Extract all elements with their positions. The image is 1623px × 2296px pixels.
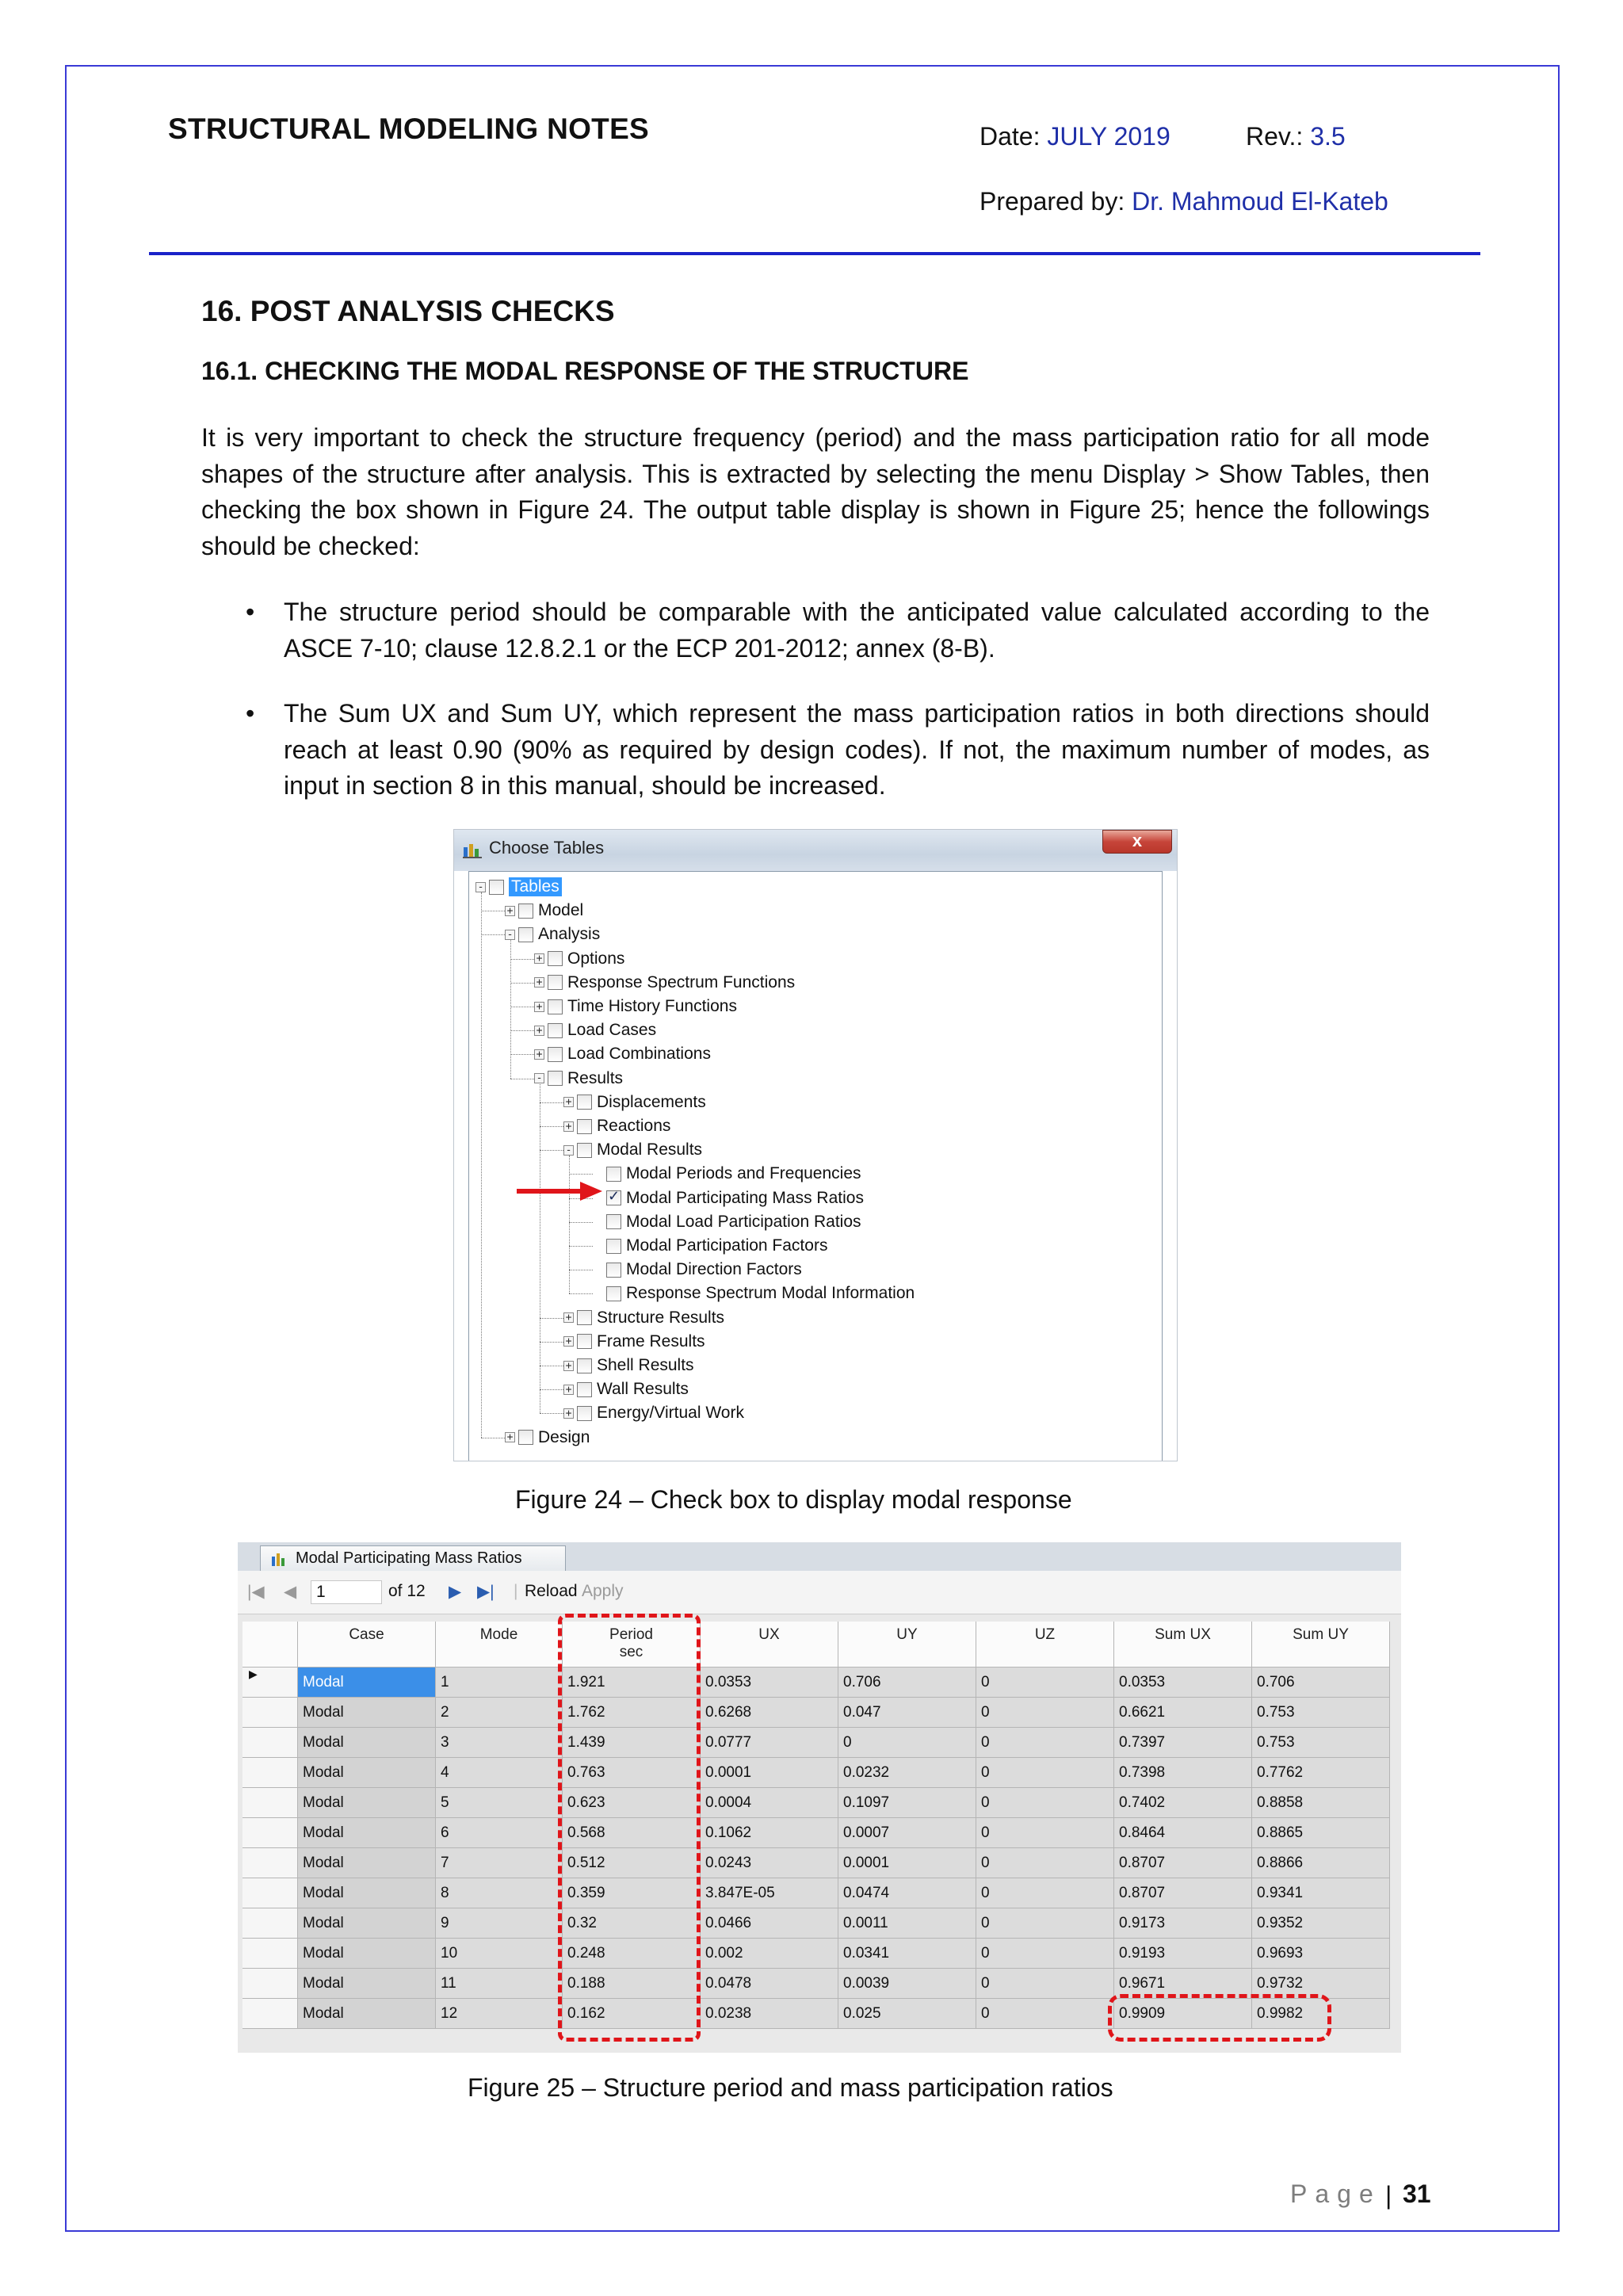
table-cell[interactable]: 0.7402: [1114, 1788, 1252, 1818]
tree-node-label: Modal Results: [597, 1140, 703, 1159]
column-header-label: Period: [609, 1626, 653, 1643]
table-cell[interactable]: 0.8865: [1252, 1818, 1390, 1848]
tree-connector: [481, 934, 505, 935]
tree-connector: [510, 1030, 534, 1031]
table-cell[interactable]: 0.706: [1252, 1668, 1390, 1698]
collapse-icon[interactable]: -: [475, 882, 486, 892]
row-header[interactable]: [242, 1999, 298, 2029]
tree-checkbox[interactable]: [606, 1167, 621, 1182]
table-tree: [468, 871, 1163, 1461]
tree-connector: [510, 959, 534, 960]
tree-connector: [540, 1413, 563, 1414]
column-header-label: Case: [349, 1626, 384, 1643]
table-cell[interactable]: 0.0341: [838, 1939, 976, 1969]
tree-checkbox[interactable]: [577, 1119, 592, 1134]
date-line: [980, 122, 1170, 151]
tree-checkbox[interactable]: [606, 1190, 621, 1205]
tree-checkbox[interactable]: [577, 1382, 592, 1397]
table-cell[interactable]: 8: [436, 1878, 563, 1908]
tree-connector: [510, 1054, 534, 1055]
tree-node-label: Shell Results: [597, 1356, 694, 1374]
expand-icon[interactable]: +: [534, 953, 544, 964]
table-cell[interactable]: 12: [436, 1999, 563, 2029]
sum-highlight-box: [1108, 1994, 1331, 2042]
first-page-icon[interactable]: |◀: [247, 1583, 265, 1601]
expand-icon[interactable]: +: [563, 1408, 574, 1419]
table-cell[interactable]: 0.753: [1252, 1698, 1390, 1728]
expand-icon[interactable]: +: [563, 1336, 574, 1347]
table-cell[interactable]: 0.0777: [701, 1728, 838, 1758]
tree-checkbox[interactable]: [577, 1095, 592, 1110]
row-header[interactable]: [242, 1758, 298, 1788]
expand-icon[interactable]: +: [534, 1002, 544, 1012]
table-cell[interactable]: 0.0039: [838, 1969, 976, 1999]
table-cell[interactable]: 0.7762: [1252, 1758, 1390, 1788]
tree-connector: [569, 1293, 593, 1294]
prepared-label: Prepared by:: [980, 187, 1125, 216]
table-cell[interactable]: Modal: [298, 1668, 436, 1698]
table-cell[interactable]: 0.568: [563, 1818, 701, 1848]
tree-node[interactable]: [563, 1379, 689, 1400]
table-cell[interactable]: 5: [436, 1788, 563, 1818]
column-header[interactable]: [1252, 1622, 1390, 1668]
table-app-icon: [462, 841, 483, 858]
expand-icon[interactable]: +: [563, 1097, 574, 1107]
column-header-label: Sum UX: [1155, 1626, 1211, 1643]
tree-node[interactable]: [534, 1044, 711, 1064]
table-cell[interactable]: 0.753: [1252, 1728, 1390, 1758]
dialog-titlebar: [454, 830, 1177, 871]
tree-node-label: Reactions: [597, 1117, 671, 1135]
tree-node-label: Structure Results: [597, 1308, 725, 1327]
table-cell[interactable]: 0: [976, 1788, 1114, 1818]
revision-line: [1246, 122, 1346, 151]
tree-node[interactable]: [593, 1259, 802, 1280]
table-cell[interactable]: 0.0243: [701, 1848, 838, 1878]
tree-node-label: Response Spectrum Modal Information: [626, 1284, 915, 1303]
page-label: Page: [1290, 2179, 1381, 2208]
table-cell[interactable]: 1.762: [563, 1698, 701, 1728]
table-cell[interactable]: 0.0232: [838, 1758, 976, 1788]
prepared-by-line: [980, 187, 1388, 216]
table-cell[interactable]: 0.0001: [838, 1848, 976, 1878]
tree-connector: [481, 892, 482, 1438]
tree-connector: [569, 1156, 570, 1293]
tree-checkbox[interactable]: [548, 975, 563, 990]
table-cell[interactable]: 0: [976, 1908, 1114, 1939]
tree-node-label: Results: [567, 1068, 624, 1087]
tree-connector: [540, 1126, 563, 1127]
table-cell[interactable]: Modal: [298, 1999, 436, 2029]
tree-checkbox[interactable]: [577, 1310, 592, 1325]
tree-node[interactable]: [593, 1188, 864, 1209]
grid-corner: [242, 1622, 298, 1668]
figure-25-caption: Figure 25 – Structure period and mass participation ratios: [468, 2073, 1113, 2102]
table-cell[interactable]: Modal: [298, 1698, 436, 1728]
row-header[interactable]: [242, 1878, 298, 1908]
tree-node-label: Options: [567, 949, 625, 968]
page-count: of 12: [388, 1582, 426, 1600]
table-cell[interactable]: 0.7398: [1114, 1758, 1252, 1788]
reload-button[interactable]: Reload: [525, 1582, 578, 1600]
choose-tables-dialog: [453, 829, 1178, 1461]
bullet-item: [247, 594, 1430, 667]
column-header-label: Mode: [479, 1626, 518, 1643]
tree-node[interactable]: [593, 1163, 861, 1184]
table-cell[interactable]: 0.9193: [1114, 1939, 1252, 1969]
tree-node[interactable]: [505, 1427, 590, 1448]
bullet-text: The Sum UX and Sum UY, which represent the mass participation ratios in both directions should reach at least 0.90 (90% as required by design codes). If not, the maximum number of modes, as input in section 8 in this manual, should be increased.: [284, 699, 1430, 800]
pointer-arrow-icon: [517, 1179, 604, 1203]
row-header[interactable]: [242, 1788, 298, 1818]
tree-node-label: Response Spectrum Functions: [567, 972, 796, 991]
tree-node[interactable]: [563, 1116, 670, 1137]
table-cell[interactable]: 0.7397: [1114, 1728, 1252, 1758]
column-header[interactable]: [298, 1622, 436, 1668]
tree-node[interactable]: [534, 1020, 656, 1041]
tree-checkbox[interactable]: [606, 1286, 621, 1301]
section-heading: 16. POST ANALYSIS CHECKS: [201, 295, 615, 327]
table-cell[interactable]: 0.0466: [701, 1908, 838, 1939]
tree-checkbox[interactable]: [489, 880, 504, 895]
table-cell[interactable]: 0.9693: [1252, 1939, 1390, 1969]
table-cell[interactable]: Modal: [298, 1758, 436, 1788]
table-cell[interactable]: Modal: [298, 1969, 436, 1999]
prepared-value: Dr. Mahmoud El-Kateb: [1132, 187, 1388, 216]
tree-checkbox[interactable]: [548, 999, 563, 1014]
table-cell[interactable]: 1: [436, 1668, 563, 1698]
tree-node-label: Load Cases: [567, 1021, 657, 1040]
tree-node[interactable]: [593, 1283, 915, 1304]
table-cell[interactable]: 0.9352: [1252, 1908, 1390, 1939]
bullet-dot-icon: •: [246, 598, 255, 626]
expand-icon[interactable]: +: [563, 1312, 574, 1323]
tree-checkbox[interactable]: [606, 1239, 621, 1254]
tree-node-label: Design: [538, 1427, 590, 1446]
tree-node-label: Model: [538, 901, 584, 920]
tree-node-label: Modal Participating Mass Ratios: [626, 1188, 864, 1207]
bullet-item: [247, 696, 1430, 804]
table-cell[interactable]: 0.188: [563, 1969, 701, 1999]
table-cell[interactable]: Modal: [298, 1878, 436, 1908]
table-cell[interactable]: 0.162: [563, 1999, 701, 2029]
tree-node[interactable]: [534, 972, 795, 993]
collapse-icon[interactable]: -: [505, 930, 515, 940]
table-cell[interactable]: 0.0011: [838, 1908, 976, 1939]
table-cell[interactable]: 0.8464: [1114, 1818, 1252, 1848]
table-cell[interactable]: Modal: [298, 1818, 436, 1848]
expand-icon[interactable]: +: [534, 1026, 544, 1036]
row-header[interactable]: [242, 1818, 298, 1848]
table-cell[interactable]: 0: [976, 1878, 1114, 1908]
expand-icon[interactable]: +: [563, 1361, 574, 1371]
table-cell[interactable]: 0.6268: [701, 1698, 838, 1728]
tree-connector: [540, 1102, 563, 1103]
table-tab-strip: [238, 1542, 1401, 1572]
table-app-icon: [270, 1551, 288, 1567]
table-cell[interactable]: 0.32: [563, 1908, 701, 1939]
apply-button[interactable]: Apply: [582, 1582, 624, 1600]
tree-node-label: Time History Functions: [567, 997, 737, 1015]
table-cell[interactable]: 0.0353: [1114, 1668, 1252, 1698]
tree-node[interactable]: [534, 949, 624, 969]
tree-checkbox[interactable]: [518, 904, 533, 919]
table-cell[interactable]: Modal: [298, 1848, 436, 1878]
table-cell[interactable]: 0: [976, 1969, 1114, 1999]
tree-connector: [540, 1342, 563, 1343]
table-cell[interactable]: 0: [976, 1668, 1114, 1698]
tree-checkbox[interactable]: [548, 1023, 563, 1038]
row-header[interactable]: [242, 1908, 298, 1939]
tab-label: Modal Participating Mass Ratios: [296, 1549, 522, 1567]
nav-separator: |: [514, 1582, 518, 1600]
bullet-text: The structure period should be comparable with the anticipated value calculated according to the ASCE 7-10; clause 12.8.2.1 or the ECP 201-2012; annex (8-B).: [284, 598, 1430, 663]
table-cell[interactable]: 0: [976, 1728, 1114, 1758]
table-cell[interactable]: 4: [436, 1758, 563, 1788]
tree-node-label: Modal Periods and Frequencies: [626, 1164, 861, 1183]
results-grid: [242, 1622, 1401, 2053]
table-cell[interactable]: Modal: [298, 1728, 436, 1758]
table-cell[interactable]: 0.9909: [1114, 1999, 1252, 2029]
table-cell[interactable]: Modal: [298, 1908, 436, 1939]
tree-node-label: Modal Participation Factors: [626, 1236, 828, 1255]
table-cell[interactable]: 0: [838, 1728, 976, 1758]
table-cell[interactable]: 1.921: [563, 1668, 701, 1698]
column-header-label: Sum UY: [1293, 1626, 1349, 1643]
row-header[interactable]: [242, 1728, 298, 1758]
expand-icon[interactable]: +: [563, 1121, 574, 1132]
table-cell[interactable]: 0.9982: [1252, 1999, 1390, 2029]
tree-connector: [510, 940, 511, 1078]
table-cell[interactable]: 0.248: [563, 1939, 701, 1969]
table-cell[interactable]: 10: [436, 1939, 563, 1969]
row-header[interactable]: ▶: [242, 1668, 298, 1698]
bullet-dot-icon: •: [246, 699, 255, 728]
tree-node-label: Tables: [509, 877, 562, 896]
table-cell[interactable]: 0.0353: [701, 1668, 838, 1698]
column-unit-label: sec: [619, 1644, 643, 1660]
column-header[interactable]: [976, 1622, 1114, 1668]
tree-checkbox[interactable]: [577, 1406, 592, 1421]
tree-node-label: Displacements: [597, 1092, 706, 1111]
tree-node-label: Analysis: [538, 925, 601, 944]
column-header[interactable]: [838, 1622, 976, 1668]
row-header[interactable]: [242, 1698, 298, 1728]
date-value: JULY 2019: [1047, 122, 1170, 151]
period-highlight-box: [558, 1614, 701, 2042]
tree-connector: [540, 1150, 563, 1151]
table-cell[interactable]: 0.0238: [701, 1999, 838, 2029]
table-cell[interactable]: 0: [976, 1698, 1114, 1728]
table-cell[interactable]: 0.623: [563, 1788, 701, 1818]
table-cell[interactable]: 0.1097: [838, 1788, 976, 1818]
tree-checkbox[interactable]: [548, 951, 563, 966]
next-page-icon[interactable]: ▶: [449, 1583, 462, 1601]
row-header[interactable]: [242, 1939, 298, 1969]
table-cell[interactable]: 6: [436, 1818, 563, 1848]
table-cell[interactable]: 0: [976, 1848, 1114, 1878]
tree-checkbox[interactable]: [577, 1143, 592, 1158]
table-cell[interactable]: 0.0474: [838, 1878, 976, 1908]
table-cell[interactable]: 0: [976, 1939, 1114, 1969]
tree-node[interactable]: [534, 996, 737, 1017]
table-cell[interactable]: 0.8707: [1114, 1878, 1252, 1908]
table-cell[interactable]: 0.8707: [1114, 1848, 1252, 1878]
tree-node-label: Wall Results: [597, 1380, 689, 1399]
header-divider: [149, 252, 1480, 255]
close-button[interactable]: x: [1102, 830, 1172, 854]
column-header-label: UY: [896, 1626, 918, 1643]
table-cell[interactable]: 7: [436, 1848, 563, 1878]
rev-value: 3.5: [1310, 122, 1346, 151]
tree-connector: [569, 1222, 593, 1223]
table-cell[interactable]: 0.002: [701, 1939, 838, 1969]
tree-checkbox[interactable]: [577, 1358, 592, 1373]
column-header-label: UX: [758, 1626, 780, 1643]
table-cell[interactable]: 0.9341: [1252, 1878, 1390, 1908]
tree-node[interactable]: [563, 1331, 705, 1352]
expand-icon[interactable]: +: [505, 906, 515, 916]
table-cell[interactable]: 0.8858: [1252, 1788, 1390, 1818]
tree-node[interactable]: [563, 1092, 706, 1113]
tree-connector: [569, 1246, 593, 1247]
table-cell[interactable]: 0.9173: [1114, 1908, 1252, 1939]
table-cell[interactable]: 0.0007: [838, 1818, 976, 1848]
table-cell[interactable]: Modal: [298, 1939, 436, 1969]
tree-node[interactable]: [475, 877, 562, 897]
last-page-icon[interactable]: ▶|: [477, 1583, 495, 1601]
table-cell[interactable]: 0.8866: [1252, 1848, 1390, 1878]
document-title: STRUCTURAL MODELING NOTES: [168, 113, 650, 145]
tree-node-label: Frame Results: [597, 1331, 705, 1350]
table-cell[interactable]: 0.6621: [1114, 1698, 1252, 1728]
dialog-title: Choose Tables: [489, 838, 605, 858]
table-cell[interactable]: 2: [436, 1698, 563, 1728]
collapse-icon[interactable]: -: [563, 1145, 574, 1156]
table-cell[interactable]: 0: [976, 1818, 1114, 1848]
tree-checkbox[interactable]: [606, 1214, 621, 1229]
table-cell[interactable]: 0.9671: [1114, 1969, 1252, 1999]
column-header-label: UZ: [1034, 1626, 1056, 1643]
figure-24-caption: Figure 24 – Check box to display modal response: [515, 1485, 1072, 1514]
tree-node-label: Load Combinations: [567, 1045, 711, 1064]
tree-connector: [540, 1389, 563, 1390]
subsection-heading: 16.1. CHECKING THE MODAL RESPONSE OF THE STRUCTURE: [201, 357, 969, 385]
expand-icon[interactable]: +: [505, 1432, 515, 1442]
tree-checkbox[interactable]: [606, 1263, 621, 1278]
tree-node[interactable]: [563, 1140, 702, 1160]
tree-checkbox[interactable]: [518, 927, 533, 942]
row-header[interactable]: [242, 1848, 298, 1878]
intro-paragraph: It is very important to check the structure frequency (period) and the mass participation ratio for all mode shapes of the structure after analysis. This is extracted by selecting the menu Display > Show Tables, then checking the box shown in Figure 24. The output table display is shown in Figure 25; hence the followings should be checked:: [201, 423, 1430, 560]
tree-node-label: Modal Load Participation Ratios: [626, 1212, 861, 1231]
row-header[interactable]: [242, 1969, 298, 1999]
collapse-icon[interactable]: -: [534, 1073, 544, 1083]
page-separator: |: [1385, 2181, 1392, 2210]
expand-icon[interactable]: +: [534, 977, 544, 988]
date-label: Date:: [980, 122, 1041, 151]
table-cell[interactable]: 0.1062: [701, 1818, 838, 1848]
tree-connector: [569, 1174, 593, 1175]
page-input[interactable]: 1: [311, 1580, 382, 1604]
tree-node[interactable]: [563, 1308, 724, 1328]
table-cell[interactable]: Modal: [298, 1788, 436, 1818]
tree-node[interactable]: [563, 1355, 694, 1376]
table-cell[interactable]: 0.706: [838, 1668, 976, 1698]
table-cell[interactable]: 1.439: [563, 1728, 701, 1758]
tree-node-label: Energy/Virtual Work: [597, 1404, 744, 1423]
table-navigator: [238, 1571, 1401, 1614]
table-cell[interactable]: 0.0001: [701, 1758, 838, 1788]
table-cell[interactable]: 0.512: [563, 1848, 701, 1878]
tree-checkbox[interactable]: [577, 1334, 592, 1349]
column-header[interactable]: [1114, 1622, 1252, 1668]
tree-node[interactable]: [505, 924, 600, 945]
tree-node-label: Modal Direction Factors: [626, 1260, 802, 1279]
tree-node[interactable]: [505, 900, 583, 921]
modal-mass-ratios-table: [238, 1542, 1401, 2053]
table-cell[interactable]: 9: [436, 1908, 563, 1939]
table-cell[interactable]: 0.047: [838, 1698, 976, 1728]
table-cell[interactable]: 0.359: [563, 1878, 701, 1908]
tree-node[interactable]: [563, 1403, 744, 1423]
table-cell[interactable]: 0: [976, 1758, 1114, 1788]
rev-label: Rev.:: [1246, 122, 1304, 151]
column-header[interactable]: [701, 1622, 838, 1668]
prev-page-icon[interactable]: ◀: [284, 1583, 297, 1601]
tree-checkbox[interactable]: [548, 1047, 563, 1062]
column-header[interactable]: [436, 1622, 563, 1668]
expand-icon[interactable]: +: [563, 1385, 574, 1395]
tree-node[interactable]: [593, 1212, 861, 1232]
tree-connector: [510, 983, 534, 984]
expand-icon[interactable]: +: [534, 1049, 544, 1060]
table-cell[interactable]: 3: [436, 1728, 563, 1758]
tree-checkbox[interactable]: [548, 1071, 563, 1086]
table-cell[interactable]: 0.763: [563, 1758, 701, 1788]
tree-node[interactable]: [593, 1236, 827, 1256]
page-number: 31: [1403, 2179, 1431, 2208]
table-cell[interactable]: 3.847E-05: [701, 1878, 838, 1908]
table-cell[interactable]: 0.0478: [701, 1969, 838, 1999]
table-cell[interactable]: 0.025: [838, 1999, 976, 2029]
tree-checkbox[interactable]: [518, 1430, 533, 1445]
table-cell[interactable]: 11: [436, 1969, 563, 1999]
table-cell[interactable]: 0.0004: [701, 1788, 838, 1818]
tree-connector: [540, 1318, 563, 1319]
table-cell[interactable]: 0: [976, 1999, 1114, 2029]
tree-node[interactable]: [534, 1068, 623, 1089]
tab-modal-mass-ratios[interactable]: [260, 1545, 566, 1571]
table-cell[interactable]: 0.9732: [1252, 1969, 1390, 1999]
